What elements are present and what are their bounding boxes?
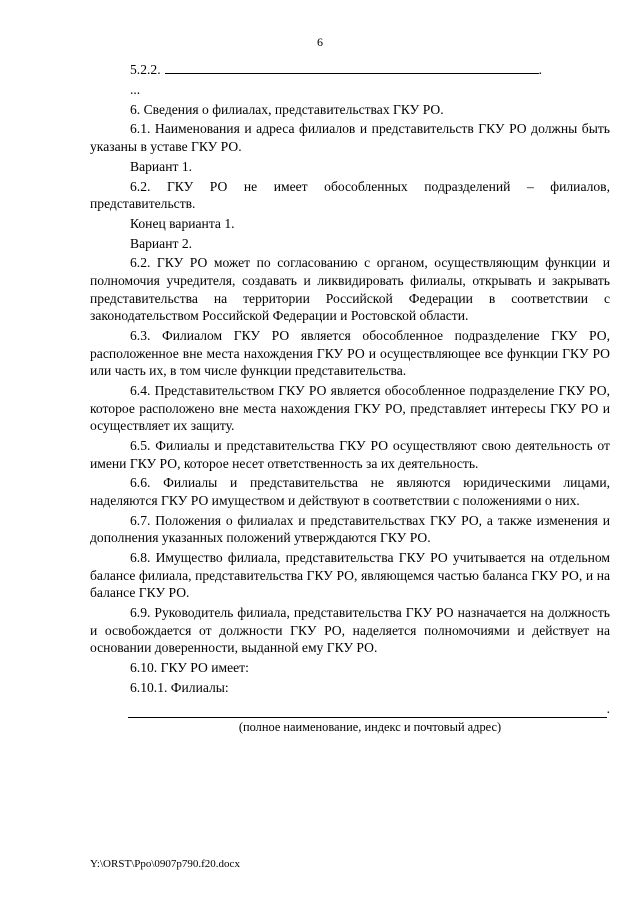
paragraph: 6.1. Наименования и адреса филиалов и представительств ГКУ РО должны быть указаны в уставе ГКУ РО. — [90, 121, 610, 154]
blank-period: . — [538, 62, 542, 77]
paragraph: 6.3. Филиалом ГКУ РО является обособленное подразделение ГКУ РО, расположенное вне места нахождения ГКУ РО и осуществляющее все функции ГКУ РО или часть их, в том числе функции представительства. — [90, 328, 610, 379]
file-path-footer: Y:\ORST\Ppo\0907p790.f20.docx — [90, 858, 240, 870]
paragraph: 6.10. ГКУ РО имеет: — [130, 660, 249, 675]
paragraph-fill-in — [90, 60, 610, 79]
paragraph: 6.4. Представительством ГКУ РО является обособленное подразделение ГКУ РО, которое расположено вне места нахождения ГКУ РО, представляет интересы ГКУ РО и осуществляет их защиту. — [90, 382, 610, 434]
paragraph: 6.5. Филиалы и представительства ГКУ РО осуществляют свою деятельность от имени ГКУ РО, которое несет ответственность за их деятельность. — [90, 437, 610, 471]
line-period: . — [606, 701, 610, 717]
document-body — [90, 60, 610, 737]
paragraph: 6.2. ГКУ РО не имеет обособленных подразделений – филиалов, представительств. — [90, 178, 610, 212]
paragraph: 6.6. Филиалы и представительства не являются юридическими лицами, наделяются ГКУ РО имуществом и действуют в соответствии с положениями о них. — [90, 475, 610, 508]
paragraph: 6.8. Имущество филиала, представительства ГКУ РО учитывается на отдельном балансе филиала, представительства ГКУ РО, являющемся частью баланса ГКУ РО, и на балансе ГКУ РО. — [90, 550, 610, 601]
paragraph: 6.2. ГКУ РО может по согласованию с органом, осуществляющим функции и полномочия учредителя, создавать и ликвидировать филиалы, открывать и закрывать представительства на территории Российской Федерации в соответствии с законодательством Российской Федерации и Ростовской области. — [90, 255, 610, 324]
paragraph: 6.9. Руководитель филиала, представительства ГКУ РО назначается на должность и освобождается от должности ГКУ РО, наделяется полномочиями и действует на основании доверенности, выданной ему ГКУ РО. — [90, 605, 610, 656]
page-number: 6 — [317, 35, 323, 49]
paragraph: 6.10.1. Филиалы: — [130, 679, 229, 695]
paragraph: ... — [130, 81, 141, 97]
paragraph: 6.7. Положения о филиалах и представительствах ГКУ РО, а также изменения и дополнения указанных положений утверждаются ГКУ РО. — [90, 512, 610, 546]
paragraph: Вариант 1. — [130, 158, 193, 174]
branch-address-line[interactable] — [90, 700, 610, 718]
paragraph: Вариант 2. — [130, 235, 193, 251]
fill-in-rule[interactable] — [128, 703, 607, 718]
paragraph-text: 5.2.2. — [130, 62, 161, 77]
paragraph: Конец варианта 1. — [130, 215, 235, 231]
field-caption: (полное наименование, индекс и почтовый адрес) — [238, 719, 502, 734]
fill-in-blank-line[interactable] — [165, 60, 539, 74]
paragraph: 6. Сведения о филиалах, представительствах ГКУ РО. — [130, 101, 444, 117]
